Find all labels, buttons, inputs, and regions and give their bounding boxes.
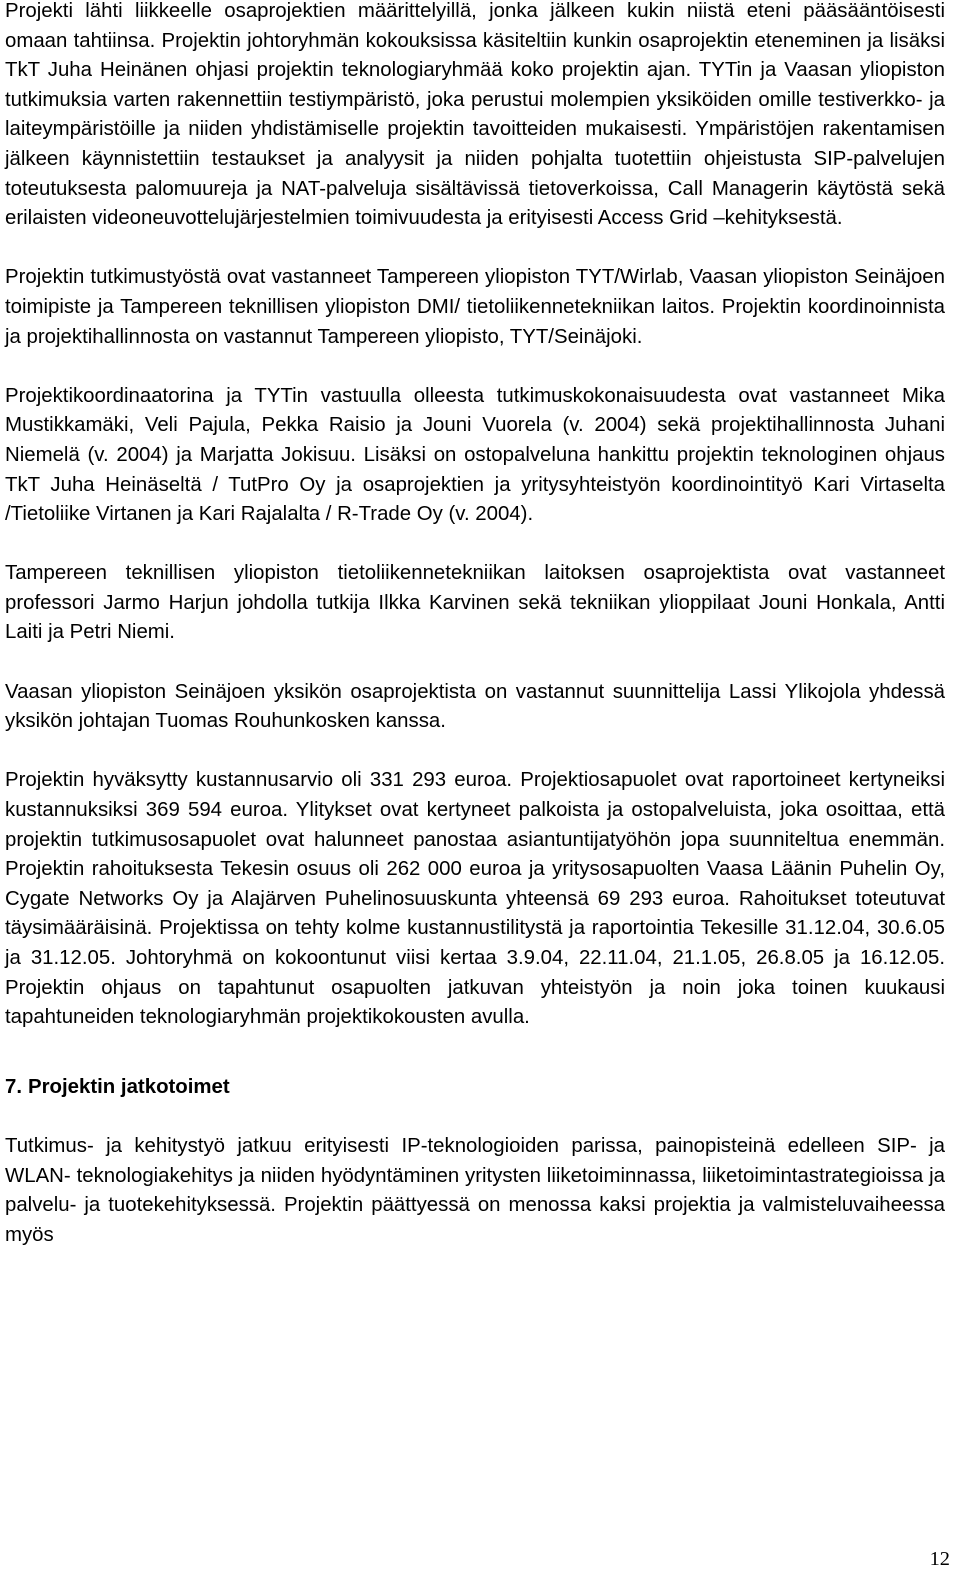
document-body — [5, 0, 945, 1280]
paragraph-budget-funding: Projektin hyväksytty kustannusarvio oli 331 293 euroa. Projektiosapuolet ovat raportoineet kertyneiksi kustannuksiksi 369 594 euroa. Ylitykset ovat kertyneet palkoista ja ostopalveluista, joka osoittaa, että projektin tutkimusosapuolet ovat halunneet panostaa asiantuntijatyöhön jopa suunniteltua enemmän. Projektin rahoituksesta Tekesin osuus oli 262 000 euroa ja yritysosapuolten Vaasa Läänin Puhelin Oy, Cygate Networks Oy ja Alajärven Puhelinosuuskunta yhteensä 69 293 euroa. Rahoitukset toteutuvat täysimääräisinä. Projektissa on tehty kolme kustannustilitystä ja raportointia Tekesille 31.12.04, 30.6.05 ja 31.12.05. Johtoryhmä on kokoontunut viisi kertaa 3.9.04, 22.11.04, 21.1.05, 26.8.05 ja 16.12.05. Projektin ohjaus on tapahtunut osapuolten jatkuvan yhteistyön ja noin joka toinen kuukausi tapahtuneiden teknologiaryhmän projektikokousten avulla. — [5, 769, 945, 1029]
paragraph-follow-up-actions: Tutkimus- ja kehitystyö jatkuu erityisesti IP-teknologioiden parissa, painopisteinä edelleen SIP- ja WLAN- teknologiakehitys ja niiden hyödyntäminen yritysten liiketoiminnassa, liiketoimintastrategioissa ja palvelu- ja tuotekehityksessä. Projektin päättyessä on menossa kaksi projektia ja valmisteluvaiheessa myös — [5, 1134, 945, 1246]
paragraph-coordination-staff: Projektikoordinaatorina ja TYTin vastuulla olleesta tutkimuskokonaisuudesta ovat vastanneet Mika Mustikkamäki, Veli Pajula, Pekka Raisio ja Jouni Vuorela (v. 2004) sekä projektihallinnosta Juhani Niemelä (v. 2004) ja Marjatta Jokisuu. Lisäksi on ostopalveluna hankittu projektin teknologinen ohjaus TkT Juha Heinäseltä / TutPro Oy ja osaprojektien ja yritysyhteistyön koordinointityö Kari Virtaselta /Tietoliike Virtanen ja Kari Rajalalta / R-Trade Oy (v. 2004). — [5, 384, 945, 526]
section-heading — [5, 1073, 945, 1103]
paragraph-vaasa-subproject: Vaasan yliopiston Seinäjoen yksikön osaprojektista on vastannut suunnittelija Lassi Ylikojola yhdessä yksikön johtajan Tuomas Rouhunkosken kanssa. — [5, 680, 945, 733]
section-title: Projektin jatkotoimet — [28, 1075, 230, 1098]
paragraph-project-progress: Projekti lähti liikkeelle osaprojektien määrittelyillä, jonka jälkeen kukin niistä eteni pääsääntöisesti omaan tahtiinsa. Projektin johtoryhmän kokouksissa käsiteltiin kunkin osaprojektin eteneminen ja lisäksi TkT Juha Heinänen ohjasi projektin teknologiaryhmää koko projektin ajan. TYTin ja Vaasan yliopiston tutkimuksia varten rakennettiin testiympäristö, joka perustui molempien yksiköiden omille testiverkko- ja laiteympäristöille ja niiden yhdistämiselle projektin tavoitteiden mukaisesti. Ympäristöjen rakentamisen jälkeen käynnistettiin testaukset ja analyysit ja niiden pohjalta tuotettiin ohjeistusta SIP-palvelujen toteutuksesta palomuureja ja NAT-palveluja sisältävissä tietoverkoissa, Call Managerin käytöstä sekä erilaisten videoneuvottelujärjestelmien toimivuudesta ja erityisesti Access Grid –kehityksestä. — [5, 0, 945, 230]
paragraph-tut-subproject: Tampereen teknillisen yliopiston tietoliikennetekniikan laitoksen osaprojektista ovat vastanneet professori Jarmo Harjun johdolla tutkija Ilkka Karvinen sekä tekniikan ylioppilaat Jouni Honkala, Antti Laiti ja Petri Niemi. — [5, 562, 945, 644]
section-number: 7. — [5, 1075, 23, 1098]
paragraph-research-parties: Projektin tutkimustyöstä ovat vastanneet Tampereen yliopiston TYT/Wirlab, Vaasan yliopiston Seinäjoen toimipiste ja Tampereen teknillisen yliopiston DMI/ tietoliikennetekniikan laitos. Projektin koordinoinnista ja projektihallinnosta on vastannut Tampereen yliopisto, TYT/Seinäjoki. — [5, 266, 945, 348]
page-number: 12 — [929, 1548, 950, 1570]
